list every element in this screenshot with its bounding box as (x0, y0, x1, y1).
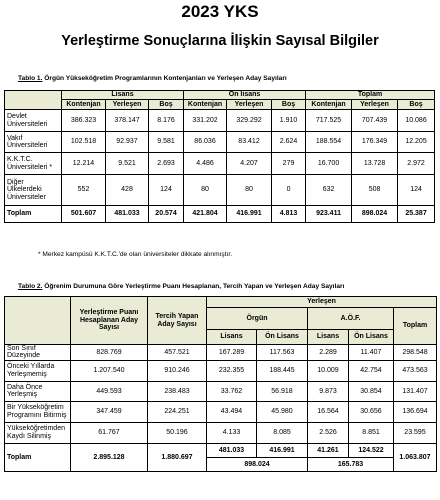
table-cell: 16.564 (308, 401, 349, 422)
table-cell: 2.895.128 (71, 443, 148, 471)
table-cell: 10.086 (398, 110, 435, 132)
table2-subheader: Lisans (207, 330, 257, 345)
table-cell: 92.937 (106, 132, 149, 153)
table-cell: 56.918 (257, 381, 308, 401)
table-cell: 923.411 (306, 206, 352, 223)
table-cell: 1.880.697 (148, 443, 207, 471)
table-row (5, 132, 435, 153)
table-cell: 232.355 (207, 360, 257, 381)
table1-total-row (5, 206, 435, 223)
table2-header-yerlesen: Yerleşen (207, 297, 437, 308)
table-cell: 136.694 (394, 401, 437, 422)
table-cell: 131.407 (394, 381, 437, 401)
table-cell: 2.972 (398, 153, 435, 175)
table1-subheader: Yerleşen (352, 100, 398, 110)
table-cell: 2.526 (308, 422, 349, 443)
table-cell: 329.292 (227, 110, 272, 132)
table-cell: 279 (272, 153, 306, 175)
table-cell: 61.767 (71, 422, 148, 443)
table-cell: 41.261 (308, 443, 349, 457)
table-cell: 9.521 (106, 153, 149, 175)
table-cell: 501.607 (62, 206, 106, 223)
table2-caption-label: Tablo 2. (18, 283, 43, 290)
table-cell: 165.783 (308, 457, 394, 471)
table-cell: 12.205 (398, 132, 435, 153)
row-label: Toplam (5, 443, 71, 471)
table2-header-tercih: Tercih Yapan Aday Sayısı (148, 297, 207, 345)
table-cell: 10.009 (308, 360, 349, 381)
table2-header-orgun: Örgün (207, 308, 308, 330)
table-cell: 13.728 (352, 153, 398, 175)
table-cell: 4.486 (184, 153, 227, 175)
row-label: K.K.T.C. Üniversiteleri * (5, 153, 62, 175)
table-cell: 4.133 (207, 422, 257, 443)
table-cell: 16.700 (306, 153, 352, 175)
table-cell: 30.656 (349, 401, 394, 422)
table-cell: 176.349 (352, 132, 398, 153)
table-cell: 1.207.540 (71, 360, 148, 381)
table-cell: 378.147 (106, 110, 149, 132)
table2-corner-cell (5, 297, 71, 345)
table-cell: 83.412 (227, 132, 272, 153)
table-cell: 428 (106, 175, 149, 206)
table1-subheader: Boş (149, 100, 184, 110)
table-cell: 25.387 (398, 206, 435, 223)
table1-group-toplam: Toplam (306, 91, 435, 100)
table-row (5, 401, 437, 422)
table-cell: 86.036 (184, 132, 227, 153)
row-label: Daha Önce Yerleşmiş (5, 381, 71, 401)
table1-subheader: Boş (398, 100, 435, 110)
table-cell: 124.522 (349, 443, 394, 457)
table-cell: 9.873 (308, 381, 349, 401)
table-cell: 449.593 (71, 381, 148, 401)
table-cell: 2.289 (308, 345, 349, 361)
table-row (5, 360, 437, 381)
table-cell: 421.804 (184, 206, 227, 223)
table1-subheader-row (5, 100, 435, 110)
row-label: Bir Yükseköğretim Programını Bitirmiş (5, 401, 71, 422)
table-cell: 188.554 (306, 132, 352, 153)
table2-header-row (5, 297, 437, 308)
table-cell: 43.494 (207, 401, 257, 422)
table-row (5, 153, 435, 175)
table1-group-lisans: Lisans (62, 91, 184, 100)
page-subtitle: Yerleştirme Sonuçlarına İlişkin Sayısal Bilgiler (61, 33, 379, 49)
table2-header-puan: Yerleştirme Puanı Hesaplanan Aday Sayısı (71, 297, 148, 345)
table-cell: 8.851 (349, 422, 394, 443)
table-cell: 416.991 (257, 443, 308, 457)
table2-caption-text: Öğrenim Durumuna Göre Yerleştirme Puanı Hesaplanan, Tercih Yapan ve Yerleşen Aday Sayıları (42, 283, 345, 290)
table-cell: 298.548 (394, 345, 437, 361)
row-label: Vakıf Üniversiteleri (5, 132, 62, 153)
table2-header-toplam: Toplam (394, 308, 437, 345)
table-cell: 898.024 (352, 206, 398, 223)
table-cell: 80 (184, 175, 227, 206)
table-cell: 2.624 (272, 132, 306, 153)
table2-subheader: Lisans (308, 330, 349, 345)
table-cell: 898.024 (207, 457, 308, 471)
row-label: Toplam (5, 206, 62, 223)
table-cell: 188.445 (257, 360, 308, 381)
table-cell: 238.483 (148, 381, 207, 401)
table-cell: 473.563 (394, 360, 437, 381)
table1-subheader: Boş (272, 100, 306, 110)
table-cell: 481.033 (106, 206, 149, 223)
table-cell: 4.813 (272, 206, 306, 223)
table2-subheader: Ön Lisans (349, 330, 394, 345)
table-cell: 8.085 (257, 422, 308, 443)
table2-header-aof: A.Ö.F. (308, 308, 394, 330)
table-cell: 457.521 (148, 345, 207, 361)
row-label: Son Sınıf Düzeyinde (5, 345, 71, 361)
table2 (4, 296, 437, 472)
table-cell: 102.518 (62, 132, 106, 153)
table-row (5, 422, 437, 443)
table1 (4, 90, 435, 223)
table-cell: 717.525 (306, 110, 352, 132)
table-cell: 167.289 (207, 345, 257, 361)
table-cell: 1.063.807 (394, 443, 437, 471)
table-cell: 80 (227, 175, 272, 206)
table-cell: 910.246 (148, 360, 207, 381)
table-cell: 8.176 (149, 110, 184, 132)
table-cell: 224.251 (148, 401, 207, 422)
table-cell: 20.574 (149, 206, 184, 223)
table-cell: 45.980 (257, 401, 308, 422)
table-cell: 42.754 (349, 360, 394, 381)
table-cell: 347.459 (71, 401, 148, 422)
table-cell: 632 (306, 175, 352, 206)
table1-caption-text: Örgün Yükseköğretim Programlarının Kontenjanları ve Yerleşen Aday Sayıları (42, 75, 287, 82)
table1-caption-label: Tablo 1. (18, 75, 43, 82)
table-cell: 12.214 (62, 153, 106, 175)
table1-subheader: Yerleşen (106, 100, 149, 110)
table-cell: 481.033 (207, 443, 257, 457)
table1-subheader: Kontenjan (184, 100, 227, 110)
table-cell: 50.196 (148, 422, 207, 443)
table-cell: 9.581 (149, 132, 184, 153)
table-cell: 11.407 (349, 345, 394, 361)
table1-corner-cell (5, 91, 62, 110)
table-cell: 1.910 (272, 110, 306, 132)
row-label: Önceki Yıllarda Yerleşmemiş (5, 360, 71, 381)
table-cell: 117.563 (257, 345, 308, 361)
table-cell: 416.991 (227, 206, 272, 223)
table-cell: 707.439 (352, 110, 398, 132)
row-label: Yükseköğretimden Kaydı Silinmiş (5, 422, 71, 443)
table1-subheader: Yerleşen (227, 100, 272, 110)
table1-group-header-row (5, 91, 435, 100)
table-cell: 508 (352, 175, 398, 206)
table2-subheader: Ön Lisans (257, 330, 308, 345)
table-cell: 33.762 (207, 381, 257, 401)
row-label: Devlet Üniversiteleri (5, 110, 62, 132)
table-row (5, 381, 437, 401)
table-row (5, 175, 435, 206)
table-cell: 331.202 (184, 110, 227, 132)
table-row (5, 110, 435, 132)
table-cell: 124 (149, 175, 184, 206)
page-title: 2023 YKS (181, 2, 259, 21)
table1-group-onlisans: Ön lisans (184, 91, 306, 100)
table2-caption (18, 283, 344, 290)
table-cell: 2.693 (149, 153, 184, 175)
row-label: Diğer Ülkelerdeki Üniversiteler (5, 175, 62, 206)
table-cell: 386.323 (62, 110, 106, 132)
table1-subheader: Kontenjan (306, 100, 352, 110)
table-row (5, 345, 437, 361)
table1-footnote: * Merkez kampüsü K.K.T.C.'de olan üniversiteler dikkate alınmıştır. (38, 251, 233, 258)
table-cell: 828.769 (71, 345, 148, 361)
table-cell: 30.854 (349, 381, 394, 401)
table-cell: 552 (62, 175, 106, 206)
table2-total-row (5, 443, 437, 457)
table-cell: 124 (398, 175, 435, 206)
table-cell: 4.207 (227, 153, 272, 175)
table-cell: 0 (272, 175, 306, 206)
table1-caption (18, 75, 287, 82)
table-cell: 23.595 (394, 422, 437, 443)
table1-subheader: Kontenjan (62, 100, 106, 110)
